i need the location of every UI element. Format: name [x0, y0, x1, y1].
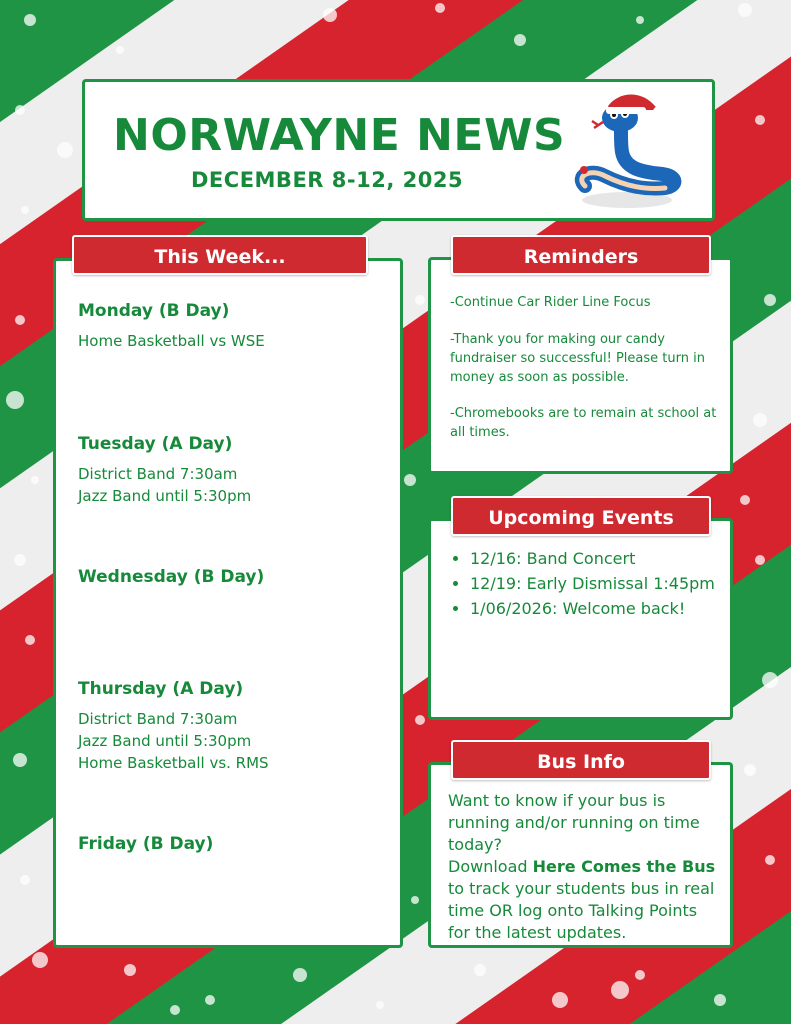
- newsletter-title: NORWAYNE NEWS: [113, 110, 566, 161]
- reminder-item: -Thank you for making our candy fundraiser so successful! Please turn in money as soon as possible.: [450, 332, 705, 385]
- day-monday-heading: Monday (B Day): [78, 301, 230, 321]
- reminder-item: -Continue Car Rider Line Focus: [450, 295, 651, 310]
- day-thursday-item: Jazz Band until 5:30pm: [78, 732, 252, 750]
- day-tuesday-item: District Band 7:30am: [78, 465, 238, 483]
- day-friday-heading: Friday (B Day): [78, 834, 214, 854]
- santa-snake-icon: [570, 88, 685, 213]
- this-week-heading: This Week...: [72, 235, 368, 275]
- newsletter-date: DECEMBER 8-12, 2025: [191, 168, 464, 192]
- bus-heading: Bus Info: [451, 740, 711, 780]
- reminders-heading: Reminders: [451, 235, 711, 275]
- day-thursday-item: Home Basketball vs. RMS: [78, 754, 269, 772]
- day-tuesday-item: Jazz Band until 5:30pm: [78, 487, 252, 505]
- reminder-item: -Chromebooks are to remain at school at all times.: [450, 406, 717, 440]
- day-tuesday-heading: Tuesday (A Day): [78, 434, 233, 454]
- bus-info-line1: Want to know if your bus is running and/or running on time today?: [448, 791, 700, 854]
- events-heading: Upcoming Events: [451, 496, 711, 536]
- bus-info-text: [448, 790, 723, 944]
- day-monday-item: Home Basketball vs WSE: [78, 332, 265, 350]
- day-thursday-item: District Band 7:30am: [78, 710, 238, 728]
- event-item: • 1/06/2026: Welcome back!: [470, 599, 715, 618]
- event-item: • 12/19: Early Dismissal 1:45pm: [470, 574, 715, 593]
- bus-info-line2-post: to track your students bus in real time OR log onto Talking Points for the latest updates.: [448, 879, 715, 942]
- day-thursday-heading: Thursday (A Day): [78, 679, 244, 699]
- bus-info-line2-pre: Download: [448, 857, 533, 876]
- event-item: • 12/16: Band Concert: [470, 549, 715, 568]
- day-wednesday-heading: Wednesday (B Day): [78, 567, 265, 587]
- events-list: [452, 549, 715, 624]
- bus-app-name: Here Comes the Bus: [532, 857, 716, 876]
